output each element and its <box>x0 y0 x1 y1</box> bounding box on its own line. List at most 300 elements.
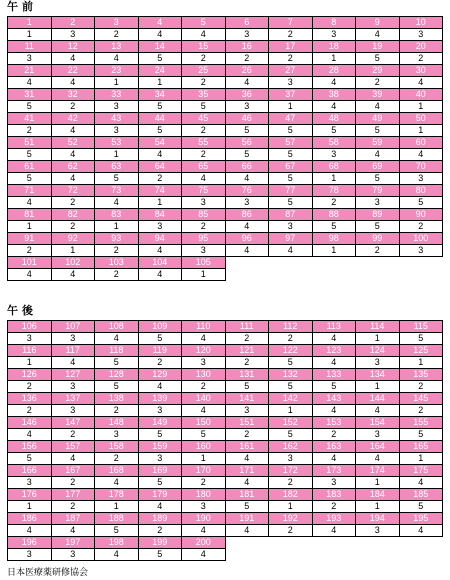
answer-cell: 4 <box>51 149 95 161</box>
question-number-cell: 100 <box>399 233 443 245</box>
answer-cell: 2 <box>399 221 443 233</box>
answer-cell: 1 <box>399 453 443 465</box>
question-number-cell: 88 <box>312 209 356 221</box>
answer-row <box>8 29 443 41</box>
answer-cell: 4 <box>182 173 226 185</box>
question-number-cell: 85 <box>182 209 226 221</box>
question-number-cell: 177 <box>51 489 95 501</box>
question-number-cell: 197 <box>51 537 95 549</box>
question-number-cell: 146 <box>8 417 52 429</box>
question-number-row <box>8 417 443 429</box>
question-number-cell: 107 <box>51 321 95 333</box>
question-number-cell: 53 <box>95 137 139 149</box>
question-number-row <box>8 113 443 125</box>
empty-cell <box>356 269 400 281</box>
answer-row <box>8 197 443 209</box>
answer-cell: 4 <box>312 77 356 89</box>
question-number-cell: 153 <box>312 417 356 429</box>
question-number-cell: 141 <box>225 393 269 405</box>
answer-cell: 4 <box>95 197 139 209</box>
question-number-cell: 34 <box>138 89 182 101</box>
question-number-cell: 37 <box>269 89 313 101</box>
answer-cell: 2 <box>225 53 269 65</box>
question-number-cell: 184 <box>356 489 400 501</box>
question-number-cell: 71 <box>8 185 52 197</box>
answer-cell: 2 <box>138 173 182 185</box>
question-number-cell: 192 <box>269 513 313 525</box>
empty-cell <box>225 537 269 549</box>
answer-cell: 1 <box>182 269 226 281</box>
answer-cell: 3 <box>182 245 226 257</box>
question-number-cell: 158 <box>95 441 139 453</box>
answer-cell: 1 <box>8 29 52 41</box>
answer-cell: 4 <box>138 29 182 41</box>
empty-cell <box>269 549 313 561</box>
question-number-row <box>8 465 443 477</box>
morning-section-title: 午前 <box>7 1 37 13</box>
answer-cell: 4 <box>182 525 226 537</box>
question-number-cell: 56 <box>225 137 269 149</box>
answer-cell: 4 <box>8 525 52 537</box>
question-number-cell: 47 <box>269 113 313 125</box>
question-number-cell: 95 <box>182 233 226 245</box>
answer-cell: 4 <box>182 549 226 561</box>
answer-cell: 4 <box>225 245 269 257</box>
question-number-cell: 97 <box>269 233 313 245</box>
question-number-cell: 164 <box>356 441 400 453</box>
question-number-cell: 148 <box>95 417 139 429</box>
answer-cell: 5 <box>356 125 400 137</box>
question-number-cell: 174 <box>356 465 400 477</box>
answer-cell: 1 <box>312 53 356 65</box>
answer-cell: 1 <box>399 357 443 369</box>
answer-cell: 5 <box>269 197 313 209</box>
empty-cell <box>269 257 313 269</box>
answer-cell: 2 <box>399 381 443 393</box>
question-number-cell: 167 <box>51 465 95 477</box>
answer-cell: 5 <box>138 477 182 489</box>
question-number-cell: 143 <box>312 393 356 405</box>
answer-cell: 2 <box>8 125 52 137</box>
answer-cell: 4 <box>51 269 95 281</box>
question-number-cell: 60 <box>399 137 443 149</box>
question-number-cell: 2 <box>51 17 95 29</box>
answer-cell: 5 <box>8 101 52 113</box>
question-number-cell: 98 <box>312 233 356 245</box>
answer-cell: 1 <box>269 501 313 513</box>
answer-cell: 3 <box>399 245 443 257</box>
question-number-cell: 130 <box>182 369 226 381</box>
question-number-cell: 24 <box>138 65 182 77</box>
question-number-cell: 138 <box>95 393 139 405</box>
answer-cell: 2 <box>138 357 182 369</box>
answer-cell: 5 <box>138 333 182 345</box>
answer-row <box>8 525 443 537</box>
question-number-row <box>8 161 443 173</box>
answer-cell: 3 <box>51 29 95 41</box>
question-number-cell: 155 <box>399 417 443 429</box>
answer-cell: 5 <box>269 381 313 393</box>
answer-cell: 5 <box>138 53 182 65</box>
question-number-cell: 183 <box>312 489 356 501</box>
answer-cell: 2 <box>95 245 139 257</box>
question-number-cell: 149 <box>138 417 182 429</box>
answer-cell: 1 <box>269 101 313 113</box>
question-number-cell: 168 <box>95 465 139 477</box>
answer-cell: 4 <box>356 101 400 113</box>
answer-cell: 4 <box>138 501 182 513</box>
empty-cell <box>356 549 400 561</box>
answer-cell: 2 <box>182 53 226 65</box>
answer-cell: 4 <box>8 429 52 441</box>
answer-cell: 5 <box>138 429 182 441</box>
answer-cell: 4 <box>225 173 269 185</box>
answer-cell: 4 <box>225 477 269 489</box>
answer-cell: 3 <box>269 221 313 233</box>
answer-cell: 4 <box>312 333 356 345</box>
question-number-cell: 173 <box>312 465 356 477</box>
question-number-cell: 17 <box>269 41 313 53</box>
question-number-cell: 73 <box>95 185 139 197</box>
question-number-cell: 161 <box>225 441 269 453</box>
question-number-cell: 156 <box>8 441 52 453</box>
answer-cell: 5 <box>356 221 400 233</box>
question-number-cell: 1 <box>8 17 52 29</box>
answer-cell: 5 <box>312 381 356 393</box>
question-number-row <box>8 441 443 453</box>
question-number-cell: 191 <box>225 513 269 525</box>
empty-cell <box>399 257 443 269</box>
answer-cell: 3 <box>356 197 400 209</box>
answer-row <box>8 453 443 465</box>
answer-cell: 2 <box>399 53 443 65</box>
answer-cell: 3 <box>225 197 269 209</box>
question-number-row <box>8 89 443 101</box>
answer-cell: 5 <box>356 53 400 65</box>
answer-cell: 2 <box>8 381 52 393</box>
question-number-cell: 32 <box>51 89 95 101</box>
answer-row <box>8 501 443 513</box>
question-number-cell: 119 <box>138 345 182 357</box>
question-number-cell: 132 <box>269 369 313 381</box>
answer-cell: 5 <box>225 149 269 161</box>
question-number-cell: 169 <box>138 465 182 477</box>
question-number-cell: 179 <box>138 489 182 501</box>
answer-row <box>8 549 443 561</box>
question-number-cell: 66 <box>225 161 269 173</box>
question-number-cell: 59 <box>356 137 400 149</box>
answer-cell: 4 <box>399 149 443 161</box>
empty-cell <box>399 549 443 561</box>
answer-cell: 5 <box>138 549 182 561</box>
question-number-cell: 44 <box>138 113 182 125</box>
question-number-cell: 133 <box>312 369 356 381</box>
answer-cell: 3 <box>95 429 139 441</box>
answer-cell: 3 <box>51 381 95 393</box>
question-number-cell: 83 <box>95 209 139 221</box>
question-number-cell: 185 <box>399 489 443 501</box>
question-number-cell: 106 <box>8 321 52 333</box>
answer-row <box>8 149 443 161</box>
question-number-cell: 5 <box>182 17 226 29</box>
question-number-cell: 6 <box>225 17 269 29</box>
question-number-cell: 105 <box>182 257 226 269</box>
answer-cell: 2 <box>51 197 95 209</box>
question-number-cell: 27 <box>269 65 313 77</box>
answer-cell: 5 <box>356 173 400 185</box>
answer-cell: 2 <box>51 221 95 233</box>
empty-cell <box>312 257 356 269</box>
question-number-cell: 111 <box>225 321 269 333</box>
question-number-cell: 101 <box>8 257 52 269</box>
answer-cell: 4 <box>138 269 182 281</box>
answer-cell: 4 <box>399 477 443 489</box>
question-number-row <box>8 513 443 525</box>
question-number-row <box>8 65 443 77</box>
question-number-cell: 7 <box>269 17 313 29</box>
empty-cell <box>269 537 313 549</box>
question-number-cell: 104 <box>138 257 182 269</box>
question-number-cell: 4 <box>138 17 182 29</box>
question-number-cell: 58 <box>312 137 356 149</box>
question-number-row <box>8 537 443 549</box>
answer-cell: 5 <box>182 429 226 441</box>
question-number-cell: 82 <box>51 209 95 221</box>
answer-cell: 3 <box>182 501 226 513</box>
question-number-cell: 189 <box>138 513 182 525</box>
question-number-cell: 102 <box>51 257 95 269</box>
question-number-row <box>8 369 443 381</box>
question-number-cell: 68 <box>312 161 356 173</box>
answer-cell: 3 <box>8 477 52 489</box>
answer-cell: 2 <box>95 405 139 417</box>
question-number-cell: 110 <box>182 321 226 333</box>
question-number-cell: 43 <box>95 113 139 125</box>
question-number-cell: 103 <box>95 257 139 269</box>
question-number-cell: 51 <box>8 137 52 149</box>
answer-cell: 1 <box>399 125 443 137</box>
answer-row <box>8 101 443 113</box>
question-number-cell: 123 <box>312 345 356 357</box>
question-number-cell: 23 <box>95 65 139 77</box>
answer-cell: 3 <box>182 357 226 369</box>
question-number-cell: 194 <box>356 513 400 525</box>
question-number-cell: 92 <box>51 233 95 245</box>
answer-cell: 2 <box>8 405 52 417</box>
answer-cell: 3 <box>182 197 226 209</box>
answer-cell: 2 <box>182 149 226 161</box>
question-number-cell: 26 <box>225 65 269 77</box>
question-number-cell: 127 <box>51 369 95 381</box>
question-number-cell: 190 <box>182 513 226 525</box>
question-number-cell: 42 <box>51 113 95 125</box>
answer-cell: 2 <box>225 429 269 441</box>
question-number-cell: 14 <box>138 41 182 53</box>
answer-cell: 3 <box>225 29 269 41</box>
answer-row <box>8 245 443 257</box>
question-number-cell: 81 <box>8 209 52 221</box>
answer-cell: 4 <box>138 245 182 257</box>
question-number-cell: 9 <box>356 17 400 29</box>
answer-row <box>8 269 443 281</box>
question-number-cell: 160 <box>182 441 226 453</box>
question-number-row <box>8 17 443 29</box>
question-number-cell: 41 <box>8 113 52 125</box>
empty-cell <box>356 537 400 549</box>
answer-row <box>8 77 443 89</box>
answer-cell: 5 <box>95 525 139 537</box>
question-number-cell: 96 <box>225 233 269 245</box>
empty-cell <box>269 269 313 281</box>
answer-cell: 5 <box>269 125 313 137</box>
answer-cell: 4 <box>51 525 95 537</box>
answer-cell: 3 <box>356 357 400 369</box>
question-number-cell: 162 <box>269 441 313 453</box>
question-number-cell: 15 <box>182 41 226 53</box>
answer-cell: 2 <box>269 525 313 537</box>
question-number-row <box>8 393 443 405</box>
question-number-cell: 77 <box>269 185 313 197</box>
answer-cell: 5 <box>225 125 269 137</box>
question-number-cell: 74 <box>138 185 182 197</box>
answer-cell: 2 <box>269 53 313 65</box>
answer-cell: 4 <box>182 333 226 345</box>
answer-cell: 3 <box>51 549 95 561</box>
answer-cell: 5 <box>399 429 443 441</box>
answer-cell: 4 <box>312 357 356 369</box>
question-number-cell: 124 <box>356 345 400 357</box>
question-number-cell: 145 <box>399 393 443 405</box>
answer-cell: 5 <box>8 173 52 185</box>
question-number-cell: 120 <box>182 345 226 357</box>
answer-cell: 2 <box>95 453 139 465</box>
answer-cell: 2 <box>399 405 443 417</box>
answer-cell: 3 <box>225 405 269 417</box>
answer-cell: 4 <box>95 549 139 561</box>
answer-cell: 5 <box>95 381 139 393</box>
answer-cell: 2 <box>95 29 139 41</box>
question-number-cell: 139 <box>138 393 182 405</box>
answer-cell: 1 <box>356 381 400 393</box>
answer-cell: 1 <box>8 501 52 513</box>
question-number-cell: 46 <box>225 113 269 125</box>
empty-cell <box>225 269 269 281</box>
answer-cell: 5 <box>312 125 356 137</box>
question-number-cell: 57 <box>269 137 313 149</box>
question-number-cell: 140 <box>182 393 226 405</box>
question-number-cell: 129 <box>138 369 182 381</box>
question-number-cell: 171 <box>225 465 269 477</box>
answer-cell: 5 <box>225 381 269 393</box>
answer-cell: 5 <box>312 221 356 233</box>
answer-cell: 1 <box>95 77 139 89</box>
question-number-cell: 154 <box>356 417 400 429</box>
question-number-cell: 159 <box>138 441 182 453</box>
question-number-cell: 117 <box>51 345 95 357</box>
answer-cell: 4 <box>399 77 443 89</box>
answer-cell: 4 <box>356 405 400 417</box>
answer-cell: 4 <box>312 101 356 113</box>
answer-cell: 2 <box>312 501 356 513</box>
answer-cell: 4 <box>138 149 182 161</box>
footer-organization: 日本医療薬研修協会 <box>7 567 89 577</box>
answer-cell: 4 <box>51 173 95 185</box>
answer-cell: 5 <box>399 333 443 345</box>
question-number-cell: 165 <box>399 441 443 453</box>
question-number-cell: 182 <box>269 489 313 501</box>
question-number-cell: 122 <box>269 345 313 357</box>
question-number-cell: 75 <box>182 185 226 197</box>
question-number-cell: 20 <box>399 41 443 53</box>
question-number-cell: 16 <box>225 41 269 53</box>
answer-cell: 4 <box>225 453 269 465</box>
answer-cell: 2 <box>182 125 226 137</box>
question-number-cell: 21 <box>8 65 52 77</box>
answer-row <box>8 381 443 393</box>
question-number-row <box>8 233 443 245</box>
question-number-cell: 116 <box>8 345 52 357</box>
answer-cell: 2 <box>138 525 182 537</box>
question-number-cell: 64 <box>138 161 182 173</box>
answer-cell: 4 <box>312 405 356 417</box>
answer-cell: 4 <box>95 53 139 65</box>
question-number-cell: 38 <box>312 89 356 101</box>
question-number-row <box>8 41 443 53</box>
question-number-cell: 172 <box>269 465 313 477</box>
question-number-cell: 62 <box>51 161 95 173</box>
answer-cell: 3 <box>95 101 139 113</box>
question-number-cell: 91 <box>8 233 52 245</box>
answer-cell: 2 <box>51 477 95 489</box>
question-number-cell: 63 <box>95 161 139 173</box>
question-number-cell: 19 <box>356 41 400 53</box>
question-number-cell: 113 <box>312 321 356 333</box>
answer-cell: 3 <box>95 125 139 137</box>
answer-cell: 4 <box>8 269 52 281</box>
answer-cell: 3 <box>269 453 313 465</box>
question-number-cell: 170 <box>182 465 226 477</box>
empty-cell <box>312 537 356 549</box>
answer-cell: 1 <box>95 501 139 513</box>
question-number-cell: 65 <box>182 161 226 173</box>
empty-cell <box>225 549 269 561</box>
question-number-cell: 163 <box>312 441 356 453</box>
question-number-cell: 196 <box>8 537 52 549</box>
answer-cell: 2 <box>51 429 95 441</box>
question-number-row <box>8 137 443 149</box>
answer-cell: 2 <box>182 381 226 393</box>
question-number-row <box>8 257 443 269</box>
answer-cell: 4 <box>312 525 356 537</box>
answer-cell: 5 <box>269 149 313 161</box>
question-number-cell: 109 <box>138 321 182 333</box>
answer-cell: 1 <box>138 197 182 209</box>
question-number-cell: 151 <box>225 417 269 429</box>
question-number-row <box>8 345 443 357</box>
answer-cell: 5 <box>138 125 182 137</box>
answer-cell: 4 <box>225 77 269 89</box>
answer-cell: 4 <box>51 357 95 369</box>
answer-cell: 4 <box>399 525 443 537</box>
question-number-cell: 118 <box>95 345 139 357</box>
question-number-cell: 147 <box>51 417 95 429</box>
answer-cell: 3 <box>312 29 356 41</box>
question-number-row <box>8 209 443 221</box>
question-number-cell: 28 <box>312 65 356 77</box>
answer-cell: 4 <box>8 77 52 89</box>
answer-cell: 1 <box>269 405 313 417</box>
answer-cell: 5 <box>269 357 313 369</box>
